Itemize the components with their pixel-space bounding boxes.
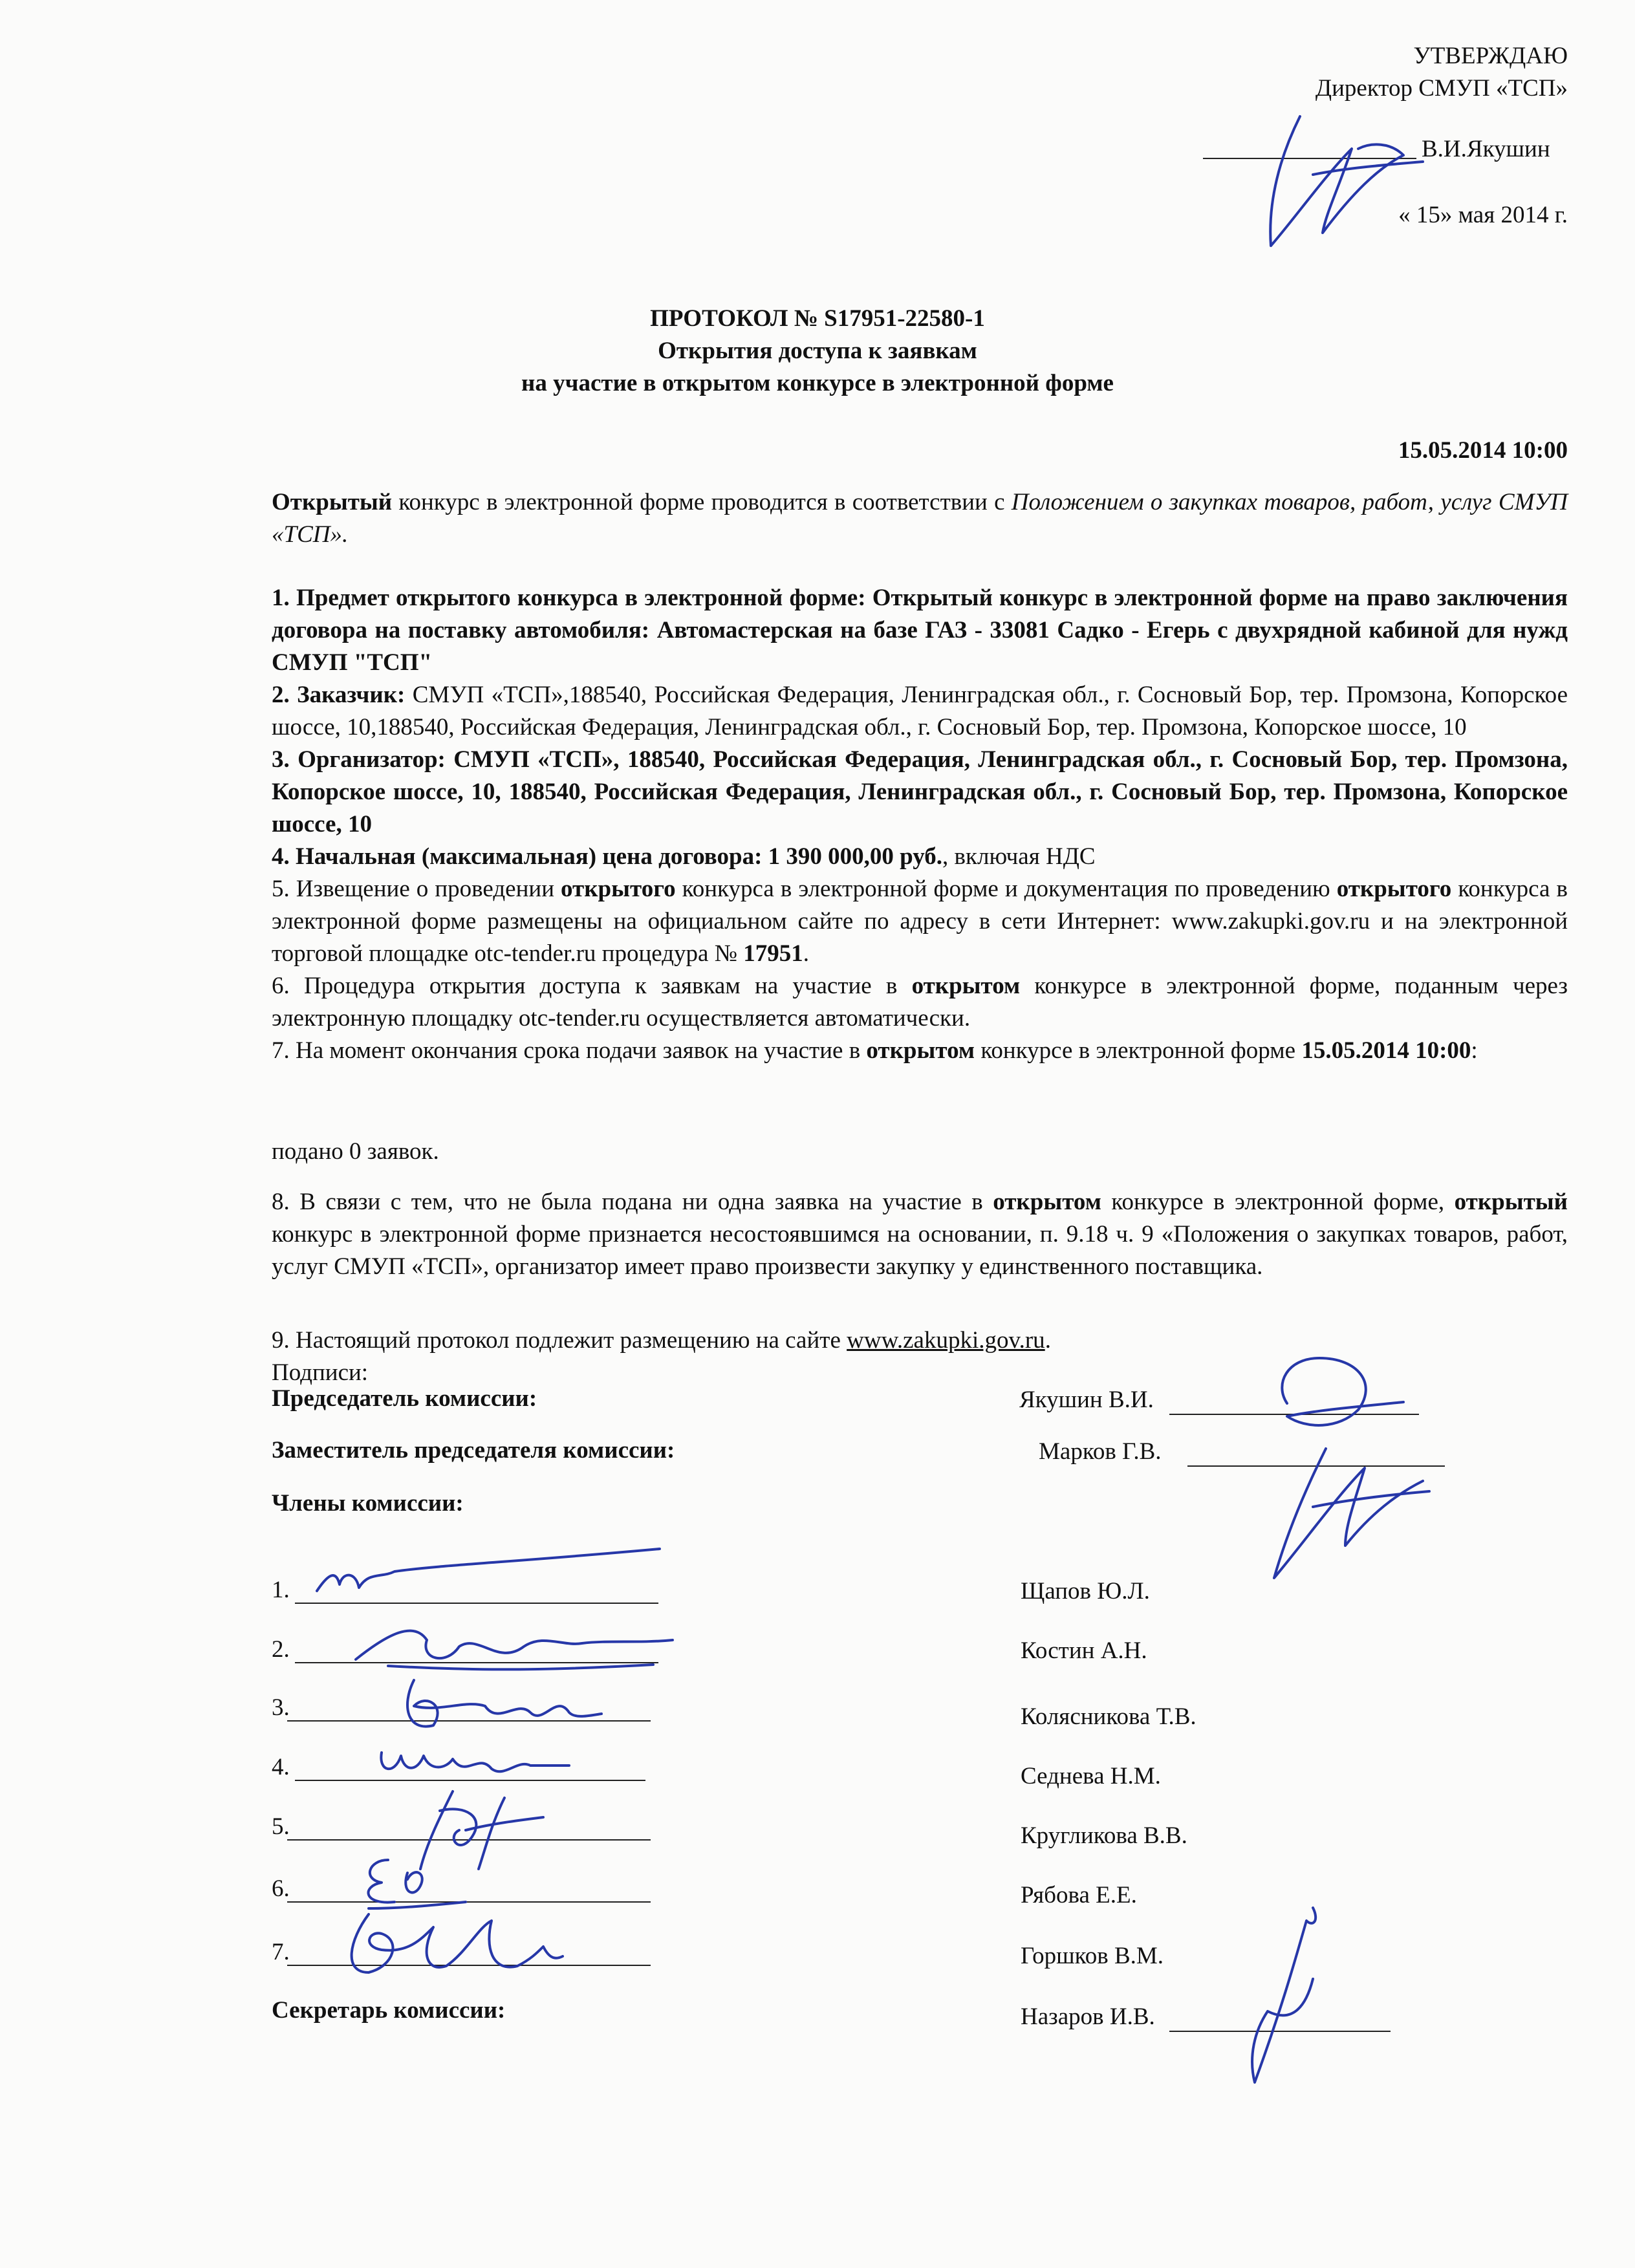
member-number: 6.: [272, 1875, 290, 1902]
secretary-signature: [1216, 1901, 1358, 2095]
items-block: [272, 582, 1568, 1067]
item-3: 3. Организатор: СМУП «ТСП», 188540, Российская Федерация, Ленинградская обл., г. Сосновый Бор, тер. Промзона, Копорское шоссе, 10, 188540, Российская Федерация, Ленинградская обл., г. Сосновый Бор, тер. Промзона, Копорское шоссе, 10: [272, 746, 1568, 837]
item-8-part: конкурс в электронной форме признается несостоявшимся на основании, п. 9.18 ч. 9 «Положения о закупках товаров, работ, услуг СМУП «ТСП», организатор имеет право произвести закупку у единственного поставщика.: [272, 1221, 1568, 1280]
member-number: 3.: [272, 1694, 290, 1721]
item-7-deadline: 15.05.2014 10:00: [1301, 1037, 1471, 1064]
item-8-part: конкурсе в электронной форме,: [1101, 1189, 1455, 1215]
item-5: [272, 873, 1568, 970]
intro-italic: Положением о закупках товаров, работ, услуг СМУП «ТСП».: [272, 489, 1568, 548]
member-name: Седнева Н.М.: [1021, 1763, 1161, 1789]
item-5-part: конкурса в электронной форме размещены на официальном сайте по адресу в сети Интернет: www.zakupki.gov.ru и на электронной торговой площадке otc-tender.ru процедура №: [272, 876, 1568, 967]
item-7-part: 7. На момент окончания срока подачи заявок на участие в: [272, 1037, 867, 1064]
deputy-name: Марков Г.В.: [1039, 1438, 1162, 1465]
chair-signature: [1248, 1345, 1442, 1604]
member-number: 2.: [272, 1636, 290, 1663]
intro-bold: Открытый: [272, 489, 393, 515]
item-6-bold: открытом: [911, 973, 1021, 999]
member-1-signature: [310, 1546, 673, 1617]
member-number: 1.: [272, 1577, 290, 1603]
member-number: 5.: [272, 1813, 290, 1840]
approval-block: [986, 40, 1568, 105]
approval-heading: УТВЕРЖДАЮ: [1413, 43, 1568, 69]
item-5-part: 5. Извещение о проведении: [272, 876, 561, 902]
intro-paragraph: [272, 486, 1568, 551]
protocol-datetime: 15.05.2014 10:00: [1398, 437, 1568, 464]
item-7: [272, 1035, 1568, 1067]
chair-label: Председатель комиссии:: [272, 1385, 537, 1412]
item-6: [272, 970, 1568, 1035]
director-signature: [1255, 97, 1449, 259]
submitted-count: подано 0 заявок.: [272, 1138, 439, 1165]
item-2-text: СМУП «ТСП»,188540, Российская Федерация, Ленинградская обл., г. Сосновый Бор, тер. Промзона, Копорское шоссе, 10,188540, Российская Федерация, Ленинградская обл., г. Сосновый Бор, тер. Промзона, Копорское шоссе, 10: [272, 682, 1568, 740]
item-5-bold: открытого: [1336, 876, 1452, 902]
approval-date: « 15» мая 2014 г.: [1398, 202, 1568, 228]
protocol-title: [0, 303, 1635, 400]
item-4-text: , включая НДС: [942, 843, 1096, 870]
member-number: 7.: [272, 1939, 290, 1965]
item-9-text: .: [1045, 1327, 1051, 1354]
item-8: [272, 1186, 1568, 1283]
item-4: [272, 841, 1568, 873]
member-4-signature: [369, 1733, 576, 1791]
item-5-bold: открытого: [561, 876, 676, 902]
member-name: Костин А.Н.: [1021, 1637, 1147, 1664]
member-name: Колясникова Т.В.: [1021, 1703, 1196, 1730]
item-7-part: конкурсе в электронной форме: [975, 1037, 1302, 1064]
item-2: [272, 679, 1568, 744]
item-4-bold: 4. Начальная (максимальная) цена договора: 1 390 000,00 руб.: [272, 843, 943, 870]
member-name: Горшков В.М.: [1021, 1943, 1164, 1969]
deputy-label: Заместитель председателя комиссии:: [272, 1437, 675, 1463]
chair-name: Якушин В.И.: [1019, 1387, 1154, 1413]
title-line-1: ПРОТОКОЛ № S17951-22580-1: [650, 305, 985, 332]
title-line-2: Открытия доступа к заявкам: [658, 338, 977, 364]
item-1: 1. Предмет открытого конкурса в электронной форме: Открытый конкурс в электронной форме на право заключения договора на поставку автомобиля: Автомастерская на базе ГАЗ - 33081 Садко - Егерь с двухрядной кабиной для нужд СМУП "ТСП": [272, 585, 1568, 676]
item-6-part: 6. Процедура открытия доступа к заявкам на участие в: [272, 973, 912, 999]
item-8-bold: открытый: [1454, 1189, 1568, 1215]
title-line-3: на участие в открытом конкурсе в электронной форме: [521, 370, 1114, 396]
item-5-procedure-number: 17951: [743, 940, 803, 967]
item-6-part: конкурсе в электронной форме, поданным через электронную площадку otc-tender.ru осуществляется автоматически.: [272, 973, 1568, 1031]
item-9-text: 9. Настоящий протокол подлежит размещению на сайте: [272, 1327, 847, 1354]
approval-signer: В.И.Якушин: [1422, 136, 1550, 162]
intro-text: конкурс в электронной форме проводится в соответствии с: [392, 489, 1012, 515]
item-5-part: конкурса в электронной форме и документация по проведению: [675, 876, 1337, 902]
item-2-label: 2. Заказчик:: [272, 682, 406, 708]
member-name: Щапов Ю.Л.: [1021, 1578, 1150, 1604]
item-8-bold: открытом: [993, 1189, 1101, 1215]
member-7-signature: [330, 1901, 589, 1992]
secretary-name: Назаров И.В.: [1021, 2003, 1155, 2030]
member-name: Рябова Е.Е.: [1021, 1882, 1137, 1908]
signatures-label: Подписи:: [272, 1359, 369, 1386]
zakupki-link[interactable]: www.zakupki.gov.ru: [847, 1327, 1045, 1354]
item-5-part: .: [803, 940, 810, 967]
item-8-part: 8. В связи с тем, что не была подана ни одна заявка на участие в: [272, 1189, 993, 1215]
member-number: 4.: [272, 1754, 290, 1780]
item-7-part: :: [1471, 1037, 1478, 1064]
secretary-label: Секретарь комиссии:: [272, 1997, 506, 2024]
approval-position: Директор СМУП «ТСП»: [1315, 75, 1568, 102]
item-7-bold: открытом: [866, 1037, 975, 1064]
member-name: Кругликова В.В.: [1021, 1822, 1187, 1849]
members-label: Члены комиссии:: [272, 1490, 464, 1517]
